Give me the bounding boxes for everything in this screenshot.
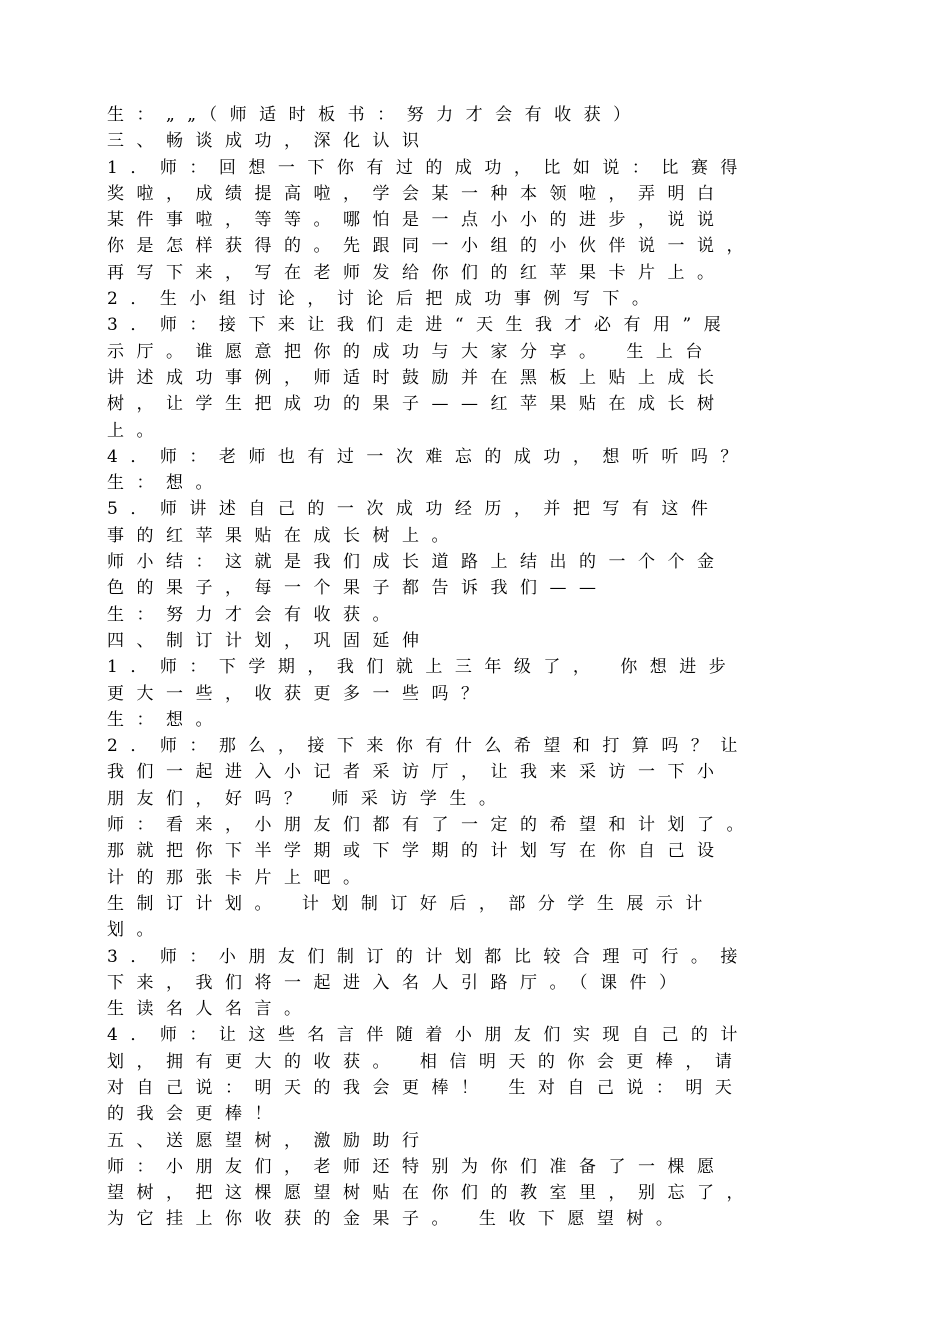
text-line: 奖啦，成绩提高啦，学会某一种本领啦，弄明白 bbox=[107, 183, 727, 204]
text-line: 上。 bbox=[107, 420, 166, 441]
text-line: 更大一些，收获更多一些吗？ bbox=[107, 683, 491, 704]
text-line: 对自己说：明天的我会更棒！ 生对自己说：明天 bbox=[107, 1077, 745, 1098]
text-line: 师：小朋友们，老师还特别为你们准备了一棵愿 bbox=[107, 1156, 727, 1177]
text-line: 3．师：小朋友们制订的计划都比较合理可行。接 bbox=[107, 946, 750, 967]
text-line: 树，让学生把成功的果子——红苹果贴在成长树 bbox=[107, 394, 727, 415]
text-line: 生：努力才会有收获。 bbox=[107, 604, 402, 625]
document-body bbox=[107, 102, 867, 1233]
text-line: 你是怎样获得的。先跟同一小组的小伙伴说一说， bbox=[107, 236, 756, 257]
text-line: 生制订计划。 计划制订好后，部分学生展示计 bbox=[107, 893, 715, 914]
text-line: 师：看来，小朋友们都有了一定的希望和计划了。 bbox=[107, 815, 756, 836]
text-line: 计的那张卡片上吧。 bbox=[107, 867, 373, 888]
text-line: 4．师：让这些名言伴随着小朋友们实现自己的计 bbox=[107, 1025, 750, 1046]
text-line: 的我会更棒！ bbox=[107, 1104, 284, 1125]
text-line: 2．师：那么，接下来你有什么希望和打算吗？让 bbox=[107, 736, 750, 757]
text-line: 某件事啦，等等。哪怕是一点小小的进步，说说 bbox=[107, 210, 727, 231]
text-line: 为它挂上你收获的金果子。 生收下愿望树。 bbox=[107, 1209, 686, 1230]
text-line: 我们一起进入小记者采访厅，让我来采访一下小 bbox=[107, 762, 727, 783]
text-line: 1．师：回想一下你有过的成功，比如说：比赛得 bbox=[107, 157, 750, 178]
text-line: 下来，我们将一起进入名人引路厅。（课件） bbox=[107, 972, 689, 993]
text-line: 再写下来，写在老师发给你们的红苹果卡片上。 bbox=[107, 262, 727, 283]
section-heading: 四、制订计划，巩固延伸 bbox=[107, 630, 432, 651]
text-line: 划，拥有更大的收获。 相信明天的你会更棒，请 bbox=[107, 1051, 745, 1072]
text-line: 3．师：接下来让我们走进“天生我才必有用”展 bbox=[107, 315, 734, 336]
text-line: 师小结：这就是我们成长道路上结出的一个个金 bbox=[107, 552, 727, 573]
text-line: 4．师：老师也有过一次难忘的成功，想听听吗？ bbox=[107, 446, 750, 467]
section-heading: 五、送愿望树，激励助行 bbox=[107, 1130, 432, 1151]
text-line: 望树，把这棵愿望树贴在你们的教室里，别忘了， bbox=[107, 1183, 756, 1204]
text-line: 那就把你下半学期或下学期的计划写在你自己设 bbox=[107, 841, 727, 862]
text-line: 事的红苹果贴在成长树上。 bbox=[107, 525, 461, 546]
text-line: 色的果子，每一个果子都告诉我们—— bbox=[107, 578, 609, 599]
text-line: 5．师讲述自己的一次成功经历，并把写有这件 bbox=[107, 499, 721, 520]
text-line: 划。 bbox=[107, 920, 166, 941]
text-line: 生：„„（师适时板书：努力才会有收获） bbox=[107, 105, 643, 125]
text-line: 生：想。 bbox=[107, 709, 225, 730]
text-line: 生读名人名言。 bbox=[107, 999, 314, 1020]
text-line: 生：想。 bbox=[107, 473, 225, 494]
text-line: 2．生小组讨论，讨论后把成功事例写下。 bbox=[107, 289, 662, 310]
section-heading: 三、畅谈成功，深化认识 bbox=[107, 131, 432, 152]
text-line: 1．师：下学期，我们就上三年级了， 你想进步 bbox=[107, 657, 739, 678]
text-line: 朋友们，好吗？ 师采访学生。 bbox=[107, 788, 509, 809]
text-line: 示厅。谁愿意把你的成功与大家分享。 生上台 bbox=[107, 341, 715, 362]
text-line: 讲述成功事例，师适时鼓励并在黑板上贴上成长 bbox=[107, 367, 727, 388]
